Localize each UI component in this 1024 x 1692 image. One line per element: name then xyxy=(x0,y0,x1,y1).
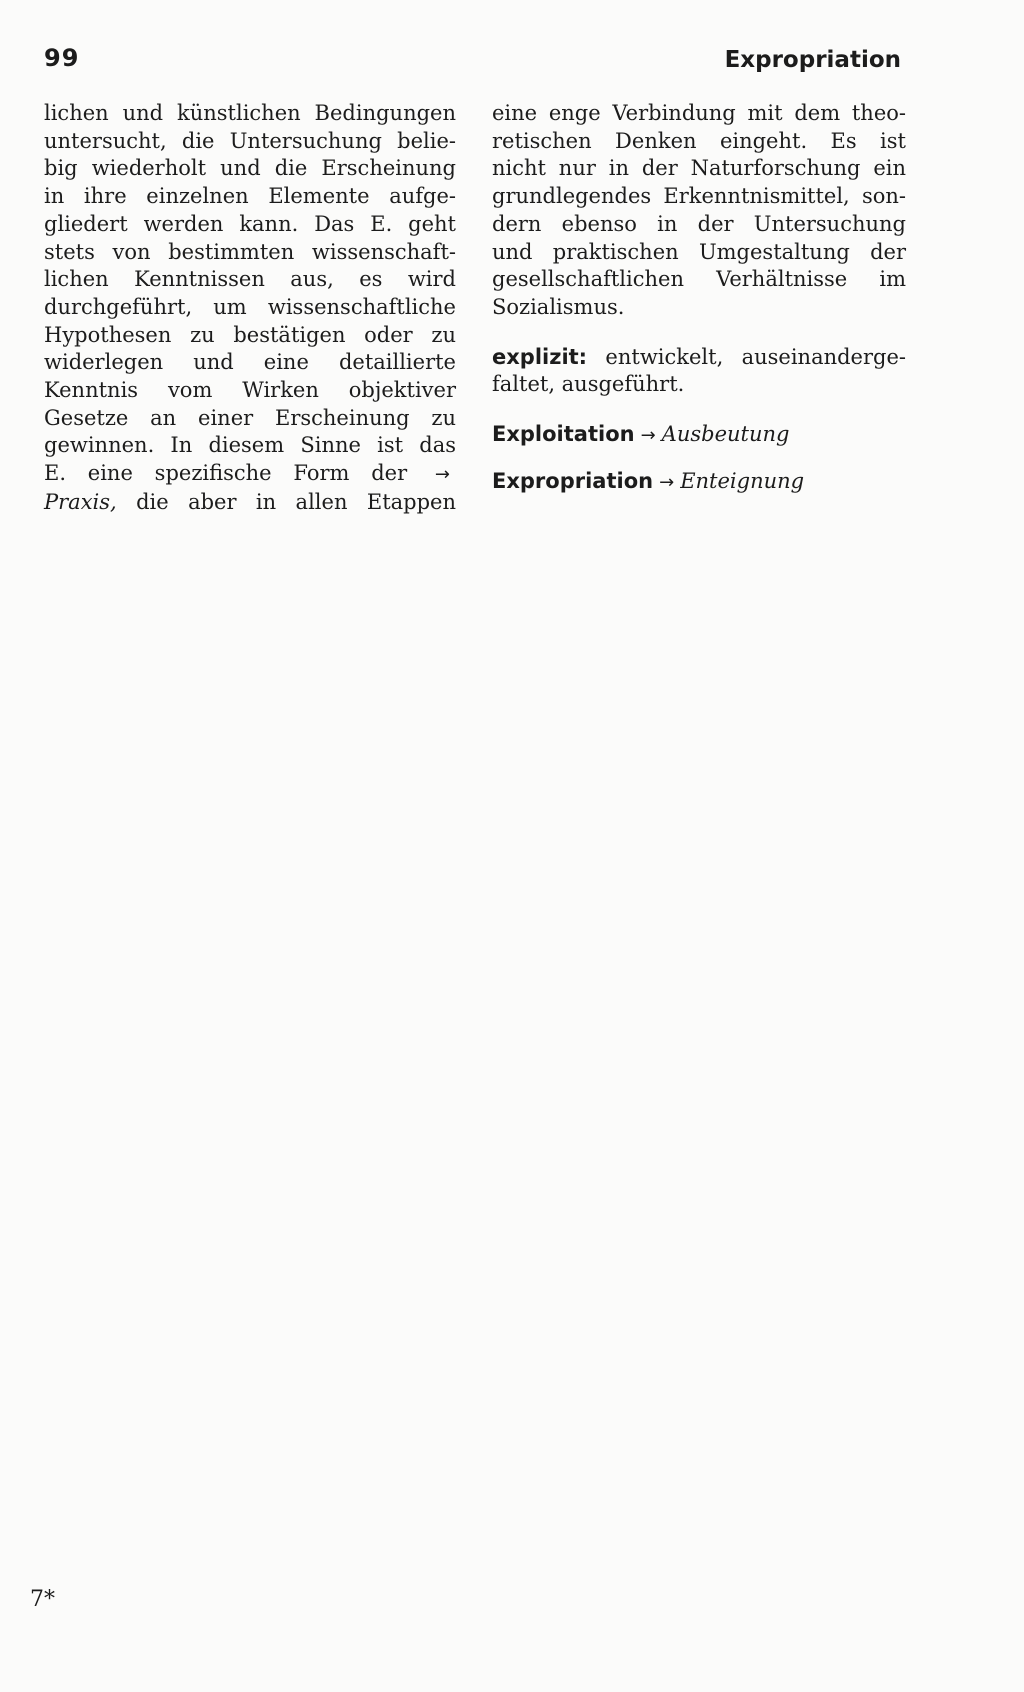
cross-reference-ausbeutung: Ausbeutung xyxy=(661,422,790,447)
text-line: retischen Denken eingeht. Es ist xyxy=(492,128,906,153)
text-line: in ihre einzelnen Elemente aufge- xyxy=(44,184,456,209)
text-line: Sozialismus. xyxy=(492,294,625,319)
entry-definition: entwickelt, auseinanderge- xyxy=(605,344,906,369)
dictionary-entry-expropriation xyxy=(492,468,906,497)
entry-term: Expropriation xyxy=(492,468,654,493)
entry-term: Exploitation xyxy=(492,422,635,447)
text-line: untersucht, die Untersuchung belie- xyxy=(44,128,456,153)
entry-term: explizit: xyxy=(492,344,588,369)
text-line-with-arrow xyxy=(44,460,456,489)
text-line: gewinnen. In diesem Sinne ist das xyxy=(44,433,456,458)
text-line: grundlegendes Erkenntnismittel, son- xyxy=(492,184,906,209)
text-line: E. eine spezifische Form der xyxy=(44,461,408,486)
text-line: eine enge Verbindung mit dem theo- xyxy=(492,101,906,125)
cross-reference-arrow-icon: → xyxy=(640,425,656,447)
signature-mark: 7* xyxy=(30,1587,55,1612)
page-number: 99 xyxy=(44,44,80,72)
text-line: gliedert werden kann. Das E. geht xyxy=(44,211,456,236)
text-line: gesellschaftlichen Verhältnisse im xyxy=(492,267,906,292)
text-line: widerlegen und eine detaillierte xyxy=(44,350,456,375)
text-line: dern ebenso in der Untersuchung xyxy=(492,211,906,236)
cross-reference-enteignung: Enteignung xyxy=(680,468,805,493)
dictionary-entry-exploitation xyxy=(492,421,906,450)
text-line: lichen und künstlichen Bedingungen xyxy=(44,101,456,125)
text-line-rest: die aber in allen Etappen xyxy=(136,489,456,514)
entry-continuation-paragraph xyxy=(44,100,456,517)
text-line: durchgeführt, um wissenschaftliche xyxy=(44,294,456,319)
right-column xyxy=(492,100,906,496)
text-line: stets von bestimmten wissenschaft- xyxy=(44,239,456,264)
text-line: und praktischen Umgestaltung der xyxy=(492,239,906,264)
text-line: nicht nur in der Naturforschung ein xyxy=(492,156,906,181)
entry-first-line xyxy=(492,344,906,372)
dictionary-entry-explizit xyxy=(492,344,906,399)
text-line: Hypothesen zu bestätigen oder zu xyxy=(44,322,456,347)
entry-continuation-paragraph xyxy=(492,100,906,322)
text-line: big wiederholt und die Erscheinung xyxy=(44,156,456,181)
text-line: Gesetze an einer Erscheinung zu xyxy=(44,405,456,430)
cross-reference-praxis: Praxis, xyxy=(44,489,117,514)
running-head: Expropriation xyxy=(724,47,901,73)
cross-reference-arrow-icon: → xyxy=(659,471,675,493)
left-column xyxy=(44,100,456,517)
text-line: Kenntnis vom Wirken objektiver xyxy=(44,378,456,403)
cross-reference-arrow-icon: → xyxy=(434,464,450,486)
entry-definition: faltet, ausgeführt. xyxy=(492,372,685,397)
text-line: lichen Kenntnissen aus, es wird xyxy=(44,267,456,292)
text-line xyxy=(44,489,456,517)
